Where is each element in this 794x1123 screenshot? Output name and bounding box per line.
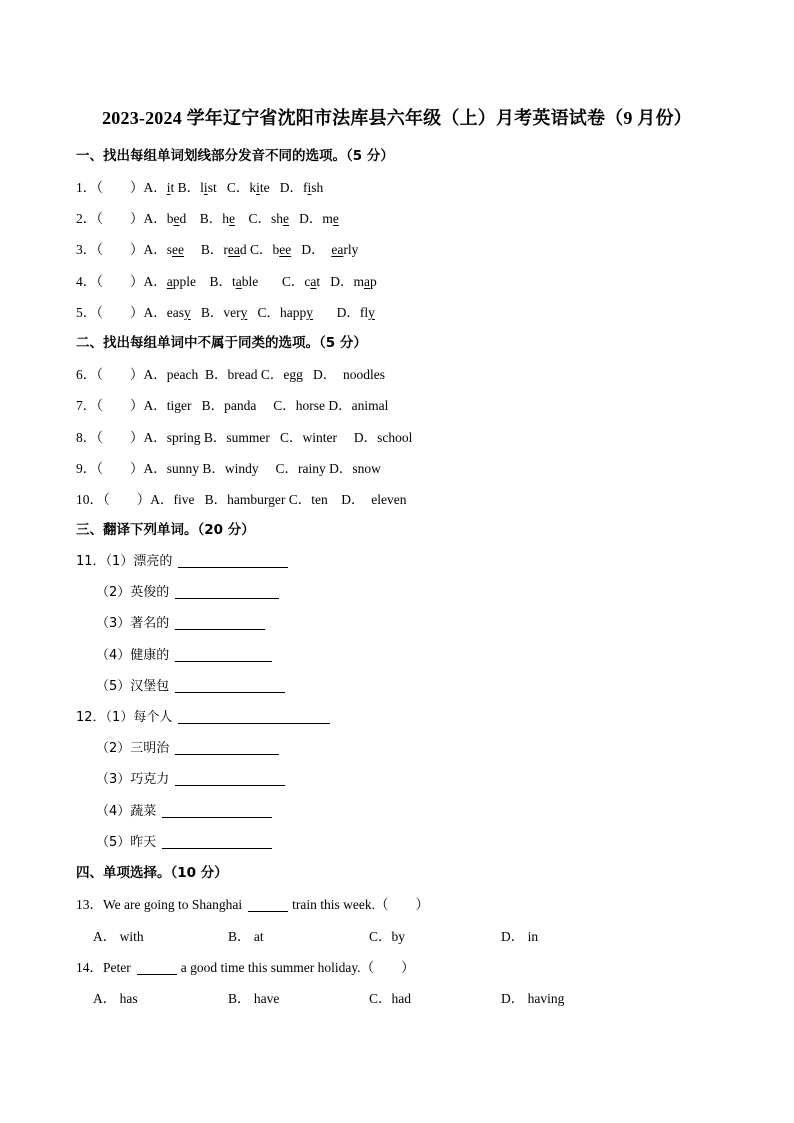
question-13-option-d[interactable]: D． in bbox=[501, 929, 539, 944]
question-14-option-d[interactable]: D． having bbox=[501, 991, 565, 1006]
question-11-item-1: 11．（1）漂亮的 bbox=[76, 550, 288, 569]
question-14: 14．Peter a good time this summer holiday.（ ） bbox=[76, 960, 415, 975]
section-1-heading: 一、找出每组单词划线部分发音不同的选项。（5 分） bbox=[76, 148, 394, 164]
answer-blank[interactable] bbox=[248, 897, 288, 912]
answer-blank[interactable] bbox=[178, 553, 288, 568]
answer-blank[interactable] bbox=[175, 584, 279, 599]
question-5: 5．（ ）A．easy B．very C．happy D．fly bbox=[76, 305, 375, 320]
question-13-option-b[interactable]: B． at bbox=[228, 929, 264, 944]
section-4-heading: 四、单项选择。（10 分） bbox=[76, 865, 228, 881]
question-10: 10．（ ）A．five B．hamburger C．ten D． eleven bbox=[76, 492, 407, 507]
answer-blank[interactable] bbox=[162, 834, 272, 849]
question-14-option-a[interactable]: A． has bbox=[93, 991, 138, 1006]
section-3-heading: 三、翻译下列单词。（20 分） bbox=[76, 522, 255, 538]
question-12-item-5: （5）昨天 bbox=[96, 831, 272, 850]
answer-blank[interactable] bbox=[137, 960, 177, 975]
question-1: 1．（ ）A．it B．list C．kite D．fish bbox=[76, 180, 324, 195]
question-13-option-c[interactable]: C．by bbox=[369, 929, 406, 944]
answer-blank[interactable] bbox=[162, 803, 272, 818]
section-2-heading: 二、找出每组单词中不属于同类的选项。（5 分） bbox=[76, 335, 367, 351]
question-13-option-a[interactable]: A． with bbox=[93, 929, 144, 944]
answer-blank[interactable] bbox=[175, 615, 265, 630]
question-11-item-3: （3）著名的 bbox=[96, 612, 265, 631]
question-11-item-5: （5）汉堡包 bbox=[96, 675, 285, 694]
question-13: 13．We are going to Shanghai train this week.（ ） bbox=[76, 897, 429, 912]
question-3: 3．（ ）A．see B．read C．bee D． early bbox=[76, 242, 359, 257]
answer-blank[interactable] bbox=[175, 740, 279, 755]
question-12-item-3: （3）巧克力 bbox=[96, 768, 285, 787]
answer-blank[interactable] bbox=[175, 678, 285, 693]
question-4: 4．（ ）A．apple B．table C．cat D．map bbox=[76, 274, 377, 289]
question-12-item-4: （4）蔬菜 bbox=[96, 800, 272, 819]
question-7: 7．（ ）A．tiger B．panda C．horse D．animal bbox=[76, 398, 389, 413]
question-9: 9．（ ）A．sunny B．windy C．rainy D．snow bbox=[76, 461, 381, 476]
answer-blank[interactable] bbox=[175, 647, 272, 662]
question-11-item-4: （4）健康的 bbox=[96, 644, 272, 663]
question-6: 6．（ ）A．peach B．bread C．egg D． noodles bbox=[76, 367, 385, 382]
answer-blank[interactable] bbox=[178, 709, 330, 724]
question-11-item-2: （2）英俊的 bbox=[96, 581, 279, 600]
question-14-option-b[interactable]: B． have bbox=[228, 991, 280, 1006]
question-12-item-1: 12．（1）每个人 bbox=[76, 706, 330, 725]
answer-blank[interactable] bbox=[175, 771, 285, 786]
question-2: 2．（ ）A．bed B．he C．she D．me bbox=[76, 211, 339, 226]
question-8: 8．（ ）A．spring B．summer C．winter D．school bbox=[76, 430, 413, 445]
page-title: 2023-2024 学年辽宁省沈阳市法库县六年级（上）月考英语试卷（9 月份） bbox=[102, 108, 692, 128]
question-14-option-c[interactable]: C．had bbox=[369, 991, 411, 1006]
question-12-item-2: （2）三明治 bbox=[96, 737, 279, 756]
